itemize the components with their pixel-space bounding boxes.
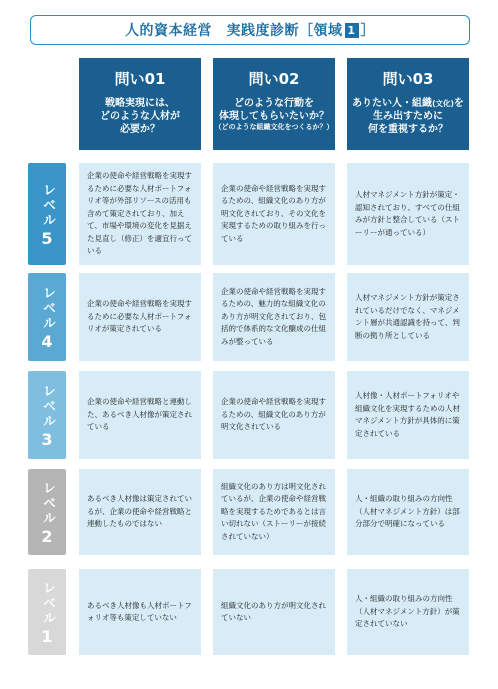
title-text: 人的資本経営 実践度診断［領域: [125, 23, 343, 39]
cell-text: 企業の使命や経営戦略を実現するために必要な人材ポートフォリオが策定されている: [87, 299, 192, 334]
level-word: レベル: [40, 383, 55, 429]
question-text-a: ありたい人・組織: [352, 98, 433, 109]
level-2-q1-cell: [79, 469, 201, 555]
level-4-q1-cell: [79, 273, 201, 361]
cell-text: 企業の使命や経営戦略を実現するための、魅力的な組織文化のあり方が明文化されており、包括的で体系的な文化醸成の仕組みが整っている: [221, 286, 326, 346]
level-number: 1: [41, 626, 53, 646]
level-1-q1-cell: [79, 569, 201, 655]
question-subtext: （どのような組織文化をつくるか？）: [214, 123, 334, 131]
level-3-q3-cell: [347, 371, 469, 459]
level-5-q1-cell: [79, 163, 201, 265]
cell-text: 人材マネジメント方針が策定・認知されており、すべての仕組みが方針と整合している（ストーリーが通っている）: [355, 190, 460, 237]
question-text: [347, 97, 469, 136]
question-text: どのような行動を 体現してもらいたいか？: [219, 98, 329, 122]
level-word: レベル: [40, 182, 55, 228]
cell-text: 組織文化のあり方が明文化されていない: [221, 600, 326, 622]
level-1-q2-cell: [213, 569, 335, 655]
cell-text: 企業の使命や経営戦略を実現するための、組織文化のあり方が明文化されている: [221, 397, 326, 432]
level-3-q1-cell: [79, 371, 201, 459]
level-number: 3: [41, 429, 53, 449]
area-number-badge: 1: [345, 23, 359, 38]
level-word: レベル: [40, 480, 55, 526]
cell-text: 企業の使命や経営戦略と連動した、あるべき人材像が策定されている: [87, 397, 192, 432]
cell-text: 組織文化のあり方は明文化されているが、企業の使命や経営戦略を実現するためであるとは言い切れない（ストーリーが接続されていない）: [221, 481, 326, 541]
question-text: 戦略実現には、 どのような人材が 必要か？: [100, 98, 180, 135]
question-header-3: [347, 58, 469, 150]
question-number: 問い02: [248, 70, 300, 88]
level-4-q2-cell: [213, 273, 335, 361]
level-1-q3-cell: [347, 569, 469, 655]
question-text-b: を 生み出すために 何を重視するか？: [368, 98, 464, 135]
level-label-5: [28, 163, 66, 265]
cell-text: あるべき人材像も人材ポートフォリオ等も策定していない: [87, 600, 192, 622]
level-3-q2-cell: [213, 371, 335, 459]
level-word: レベル: [40, 285, 55, 331]
cell-text: あるべき人材像は策定されているが、企業の使命や経営戦略と連動したものではない: [87, 494, 192, 529]
question-number: 問い03: [382, 70, 434, 88]
cell-text: 人材像・人材ポートフォリオや組織文化を実現するための人材マネジメント方針が具体的に策定されている: [355, 391, 460, 438]
level-2-q2-cell: [213, 469, 335, 555]
level-label-3: [28, 371, 66, 459]
cell-text: 企業の使命や経営戦略を実現するために必要な人材ポートフォリオ等が外部リソースの活用も含めて策定されており、加えて、市場や環境の変化を見据えた見直し（修正）を適宜行っている: [87, 171, 192, 256]
level-5-q3-cell: [347, 163, 469, 265]
cell-text: 人・組織の取り組みの方向性（人材マネジメント方針）が策定されていない: [355, 594, 460, 629]
level-word: レベル: [40, 580, 55, 626]
title-suffix: ］: [360, 23, 375, 39]
level-5-q2-cell: [213, 163, 335, 265]
level-label-4: [28, 273, 66, 361]
level-label-1: [28, 569, 66, 655]
cell-text: 人材マネジメント方針が策定されているだけでなく、マネジメント層が共通認識を持って、判断の拠り所としている: [355, 293, 460, 340]
level-4-q3-cell: [347, 273, 469, 361]
question-text-small: (文化): [432, 99, 454, 108]
question-header-1: [79, 58, 201, 150]
cell-text: 企業の使命や経営戦略を実現するための、組織文化のあり方が明文化されており、その文化を実現するための取り組みを行っている: [221, 183, 326, 243]
level-number: 5: [41, 228, 53, 248]
level-label-2: [28, 469, 66, 555]
question-number: 問い01: [114, 70, 166, 88]
cell-text: 人・組織の取り組みの方向性（人材マネジメント方針）は部分部分で明確になっている: [355, 494, 460, 529]
page-title: [30, 15, 470, 45]
level-number: 4: [41, 331, 53, 351]
question-header-2: [213, 58, 335, 150]
level-number: 2: [41, 526, 53, 546]
level-2-q3-cell: [347, 469, 469, 555]
